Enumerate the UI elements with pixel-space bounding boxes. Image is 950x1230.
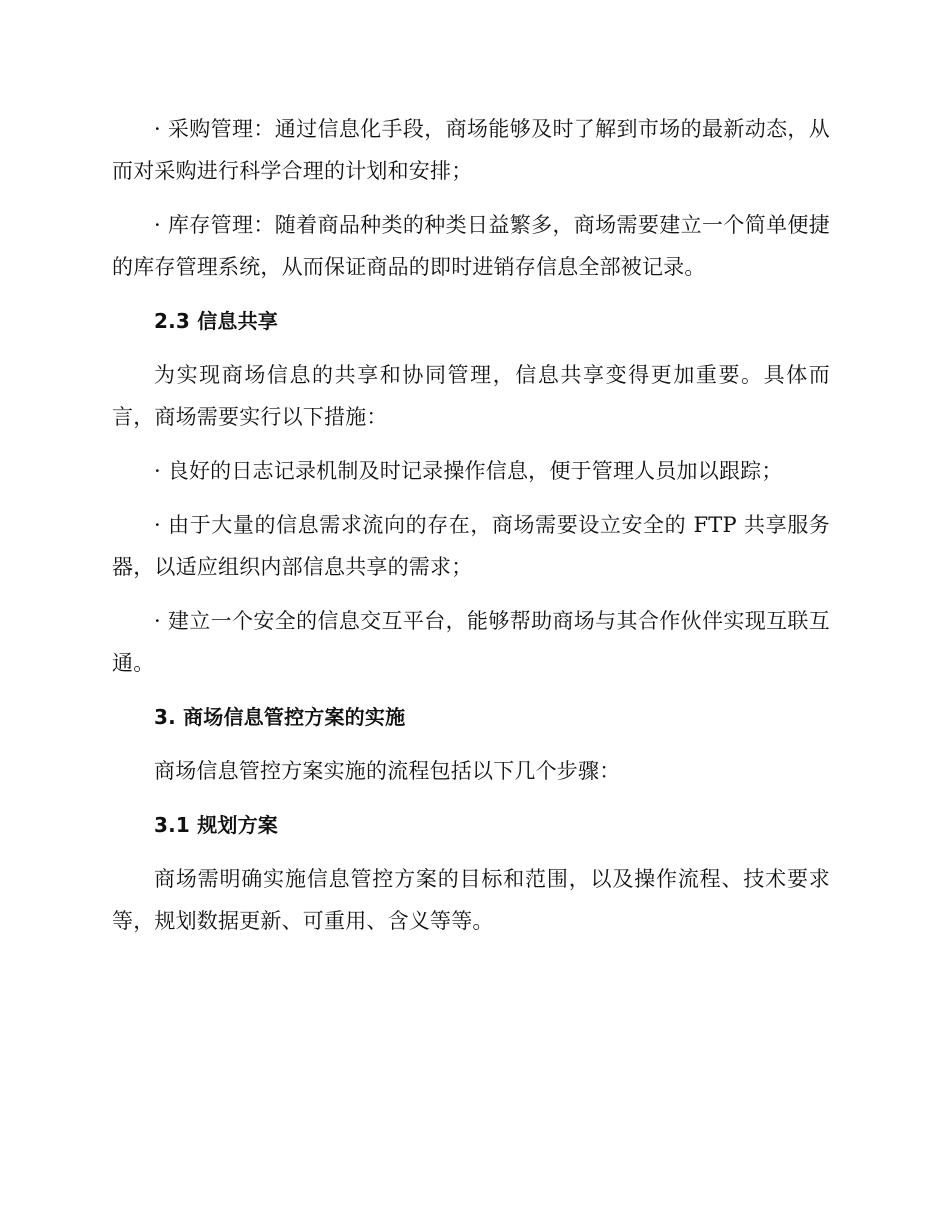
bullet-inventory: · 库存管理：随着商品种类的种类日益繁多，商场需要建立一个简单便捷的库存管理系统，从而保证商品的即时进销存信息全部被记录。 [112, 213, 830, 279]
bullet-platform: · 建立一个安全的信息交互平台，能够帮助商场与其合作伙伴实现互联互通。 [112, 609, 830, 675]
heading-2-3: 2.3 信息共享 [154, 309, 278, 333]
bullet-procurement: · 采购管理：通过信息化手段，商场能够及时了解到市场的最新动态，从而对采购进行科学合理的计划和安排； [112, 117, 830, 183]
paragraph-info-sharing: 为实现商场信息的共享和协同管理，信息共享变得更加重要。具体而言，商场需要实行以下措施： [112, 363, 830, 429]
paragraph-steps: 商场信息管控方案实施的流程包括以下几个步骤： [154, 759, 621, 783]
heading-3: 3. 商场信息管控方案的实施 [154, 705, 406, 729]
heading-3-1: 3.1 规划方案 [154, 813, 278, 837]
paragraph-planning: 商场需明确实施信息管控方案的目标和范围，以及操作流程、技术要求等，规划数据更新、可重用、含义等等。 [112, 867, 830, 933]
bullet-ftp-server: · 由于大量的信息需求流向的存在，商场需要设立安全的 FTP 共享服务器，以适应组织内部信息共享的需求； [112, 513, 830, 579]
bullet-logging: · 良好的日志记录机制及时记录操作信息，便于管理人员加以跟踪； [154, 459, 783, 483]
document-body [112, 108, 830, 942]
